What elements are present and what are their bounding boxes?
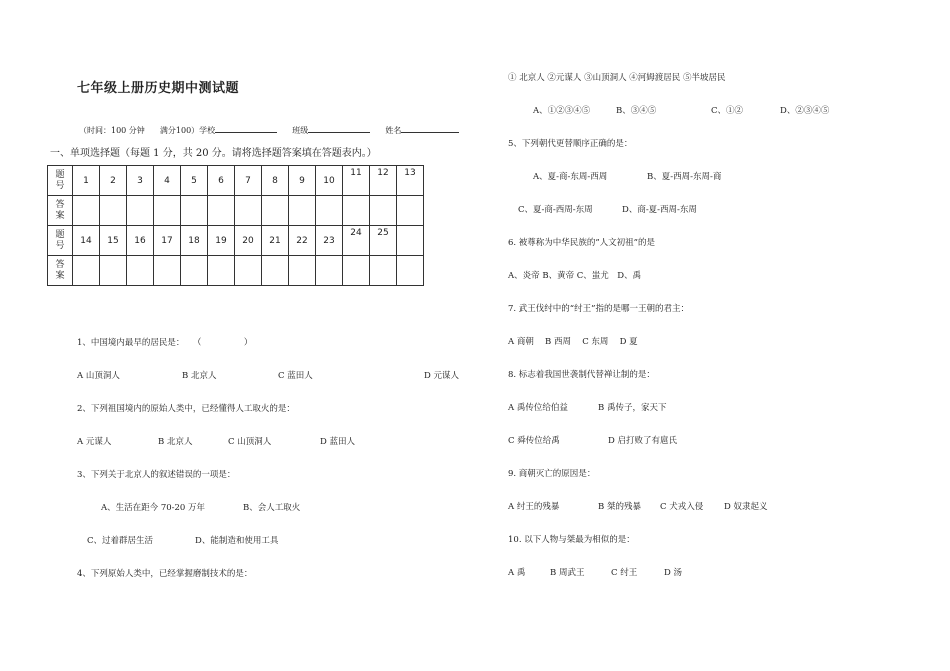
answer-cell[interactable]: [73, 196, 100, 226]
question-9: 9. 商朝灭亡的原因是：: [508, 469, 596, 479]
question-number-cell: 4: [154, 166, 181, 196]
option[interactable]: D、②③④⑤: [780, 106, 830, 116]
question-number-cell: 15: [100, 226, 127, 256]
section-heading: 一、单项选择题（每题 1 分，共 20 分。请将选择题答案填在答题表内。）: [50, 148, 377, 159]
option[interactable]: C 犬戎入侵: [660, 502, 704, 512]
question-number-cell: 1: [73, 166, 100, 196]
question-4-items: ① 北京人 ②元谋人 ③山顶洞人 ④河姆渡居民 ⑤半坡居民: [508, 73, 726, 83]
question-number-cell: 16: [127, 226, 154, 256]
name-blank[interactable]: [401, 124, 459, 133]
option[interactable]: D 奴隶起义: [724, 502, 768, 512]
answer-cell[interactable]: [181, 196, 208, 226]
question-number-cell: 10: [316, 166, 343, 196]
question-3: 3、下列关于北京人的叙述错误的一项是：: [77, 470, 236, 480]
option[interactable]: B、会人工取火: [243, 503, 301, 513]
option[interactable]: B、③④⑤: [616, 106, 657, 116]
table-row: [48, 256, 424, 286]
answer-cell[interactable]: [181, 256, 208, 286]
option[interactable]: B 北京人: [158, 437, 193, 447]
option[interactable]: C 山顶洞人: [228, 437, 272, 447]
question-number-cell: 23: [316, 226, 343, 256]
option[interactable]: C、①②: [711, 106, 744, 116]
option[interactable]: D 蓝田人: [320, 437, 356, 447]
table-row: [48, 166, 424, 196]
question-number-cell: 9: [289, 166, 316, 196]
question-5: 5、下列朝代更替顺序正确的是：: [508, 139, 633, 149]
question-6: 6. 被尊称为中华民族的”人文初祖”的是: [508, 238, 656, 248]
option[interactable]: D、能制造和使用工具: [195, 536, 279, 546]
question-number-cell: 18: [181, 226, 208, 256]
answer-cell[interactable]: [235, 196, 262, 226]
option[interactable]: A、夏-商-东周-西周: [533, 172, 608, 182]
question-number-cell: 7: [235, 166, 262, 196]
option[interactable]: C、过着群居生活: [87, 536, 154, 546]
option[interactable]: A、生活在距今 70-20 万年: [101, 503, 206, 513]
question-number-cell: 22: [289, 226, 316, 256]
option[interactable]: A 元谋人: [77, 437, 112, 447]
table-header-cell: 答 案: [48, 196, 73, 226]
question-number-cell: 24: [343, 226, 370, 256]
answer-cell[interactable]: [127, 256, 154, 286]
answer-cell[interactable]: [343, 256, 370, 286]
answer-cell[interactable]: [343, 196, 370, 226]
answer-cell[interactable]: [289, 256, 316, 286]
option[interactable]: D 汤: [664, 568, 683, 578]
option[interactable]: C 蓝田人: [278, 371, 313, 381]
question-number-cell: 3: [127, 166, 154, 196]
question-10: 10. 以下人物与桀最为相似的是：: [508, 535, 635, 545]
question-4: 4、下列原始人类中，已经掌握磨制技术的是：: [77, 569, 253, 579]
question-8: 8. 标志着我国世袭制代替禅让制的是：: [508, 370, 655, 380]
question-6-options[interactable]: A、炎帝 B、黄帝 C、蚩尤 D、禹: [508, 271, 642, 281]
question-1: 1、中国境内最早的居民是： （ ）: [77, 338, 253, 348]
question-number-cell: 21: [262, 226, 289, 256]
question-2: 2、下列祖国境内的原始人类中，已经懂得人工取火的是：: [77, 404, 295, 414]
answer-cell[interactable]: [316, 196, 343, 226]
table-row: [48, 226, 424, 256]
option[interactable]: D 元谋人: [424, 371, 460, 381]
option[interactable]: D 启打败了有扈氏: [608, 436, 678, 446]
option[interactable]: C 纣王: [611, 568, 638, 578]
answer-cell[interactable]: [154, 196, 181, 226]
question-number-cell: 14: [73, 226, 100, 256]
empty-cell: [397, 226, 424, 256]
question-number-cell: 20: [235, 226, 262, 256]
option[interactable]: A 禹传位给伯益: [508, 403, 568, 413]
question-number-cell: 2: [100, 166, 127, 196]
question-7: 7. 武王伐纣中的“纣王”指的是哪一王朝的君主：: [508, 304, 690, 314]
question-7-options[interactable]: A 商朝 B 西周 C 东周 D 夏: [508, 337, 638, 347]
name-label: 姓名: [385, 126, 402, 135]
option[interactable]: A 禹: [508, 568, 526, 578]
question-number-cell: 6: [208, 166, 235, 196]
time-text: （时间：100 分钟: [79, 126, 145, 135]
answer-table: [47, 165, 424, 286]
option[interactable]: A、①②③④⑤: [533, 106, 591, 116]
score-school-label: 满分100）学校: [159, 126, 216, 135]
answer-cell[interactable]: [73, 256, 100, 286]
answer-cell[interactable]: [262, 196, 289, 226]
answer-cell[interactable]: [235, 256, 262, 286]
option[interactable]: C、夏-商-西周-东周: [518, 205, 593, 215]
question-number-cell: 5: [181, 166, 208, 196]
answer-cell[interactable]: [397, 256, 424, 286]
exam-info: [79, 124, 459, 136]
option[interactable]: A 山顶洞人: [77, 371, 120, 381]
answer-cell[interactable]: [262, 256, 289, 286]
option[interactable]: B、夏-西周-东周-商: [647, 172, 722, 182]
answer-cell[interactable]: [289, 196, 316, 226]
answer-cell[interactable]: [100, 256, 127, 286]
question-number-cell: 11: [343, 166, 370, 196]
answer-cell[interactable]: [208, 196, 235, 226]
question-number-cell: 17: [154, 226, 181, 256]
answer-cell[interactable]: [208, 256, 235, 286]
answer-cell[interactable]: [316, 256, 343, 286]
answer-cell[interactable]: [154, 256, 181, 286]
page-title: 七年级上册历史期中测试题: [77, 81, 240, 96]
option[interactable]: B 桀的残暴: [598, 502, 641, 512]
table-row: [48, 196, 424, 226]
answer-cell[interactable]: [127, 196, 154, 226]
table-header-cell: 题 号: [48, 166, 73, 196]
class-label: 班级: [292, 126, 309, 135]
option[interactable]: B 周武王: [550, 568, 585, 578]
option[interactable]: C 舜传位给禹: [508, 436, 560, 446]
question-number-cell: 12: [370, 166, 397, 196]
question-number-cell: 8: [262, 166, 289, 196]
school-blank[interactable]: [215, 124, 277, 133]
table-header-cell: 题 号: [48, 226, 73, 256]
answer-cell[interactable]: [397, 196, 424, 226]
answer-cell[interactable]: [370, 196, 397, 226]
option[interactable]: B 北京人: [182, 371, 217, 381]
table-header-cell: 答 案: [48, 256, 73, 286]
answer-cell[interactable]: [370, 256, 397, 286]
option[interactable]: D、商-夏-西周-东周: [622, 205, 697, 215]
answer-cell[interactable]: [100, 196, 127, 226]
question-number-cell: 25: [370, 226, 397, 256]
option[interactable]: A 纣王的残暴: [508, 502, 560, 512]
question-number-cell: 19: [208, 226, 235, 256]
question-number-cell: 13: [397, 166, 424, 196]
class-blank[interactable]: [308, 124, 370, 133]
option[interactable]: B 禹传子，家天下: [598, 403, 667, 413]
